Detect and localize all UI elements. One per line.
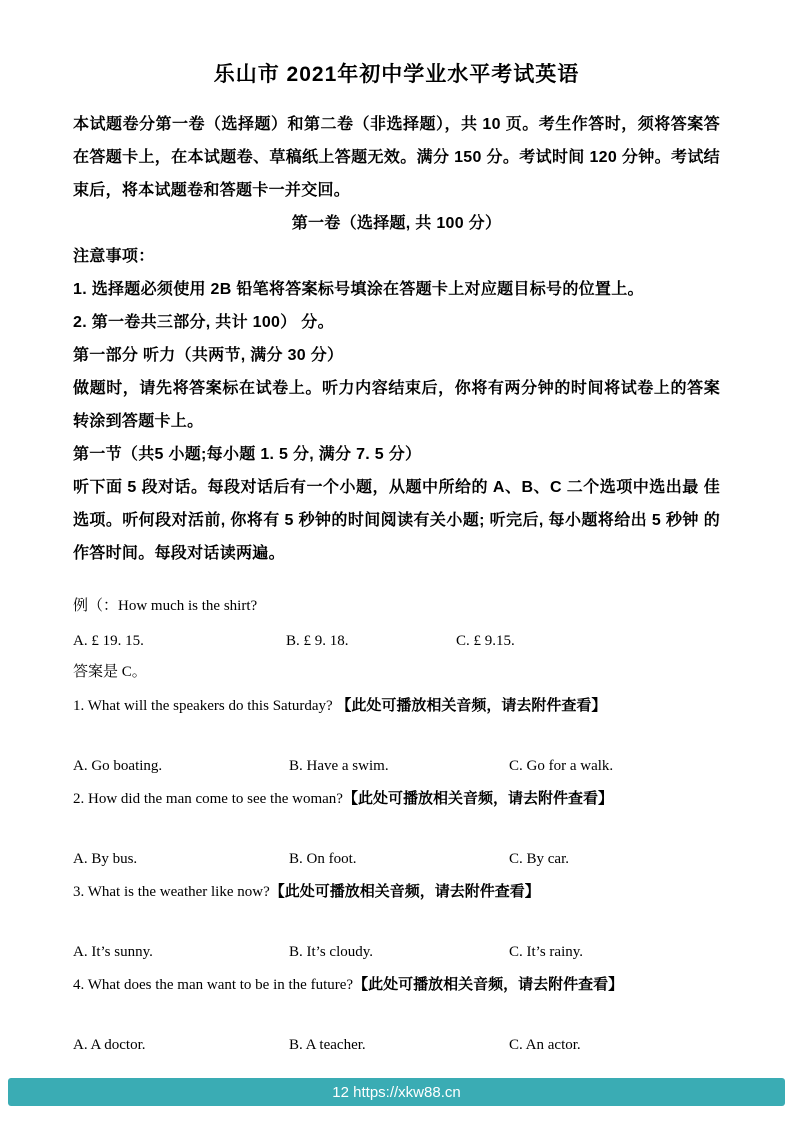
question-3-text-line	[73, 882, 720, 902]
option-c: C. Go for a walk.	[509, 758, 614, 774]
option-c: C. It’s rainy.	[509, 944, 584, 960]
question-4-options-row	[73, 1037, 720, 1054]
footer-bar	[8, 1078, 785, 1106]
question-4-text-line	[73, 975, 720, 995]
option-c: C. An actor.	[509, 1037, 581, 1053]
example-option-a: A. £ 19. 15.	[73, 633, 144, 649]
option-a: A. Go boating.	[73, 758, 163, 774]
section1-heading: 第一节（共5 小题;每小题 1. 5 分, 满分 7. 5 分）	[73, 446, 422, 463]
notice-2: 2. 第一卷共三部分, 共计 100） 分。	[73, 314, 334, 331]
part1-heading: 第一部分 听力（共两节, 满分 30 分）	[73, 347, 344, 364]
example-option-b: B. £ 9. 18.	[286, 633, 349, 649]
example-option-c: C. £ 9.15.	[456, 633, 515, 649]
question-text: 4. What does the man want to be in the future?	[73, 977, 354, 993]
section1-instruction: 听下面 5 段对话。每段对话后有一个小题，从题中所给的 A、B、C 二个选项中选出最 佳选项。听何段对活前, 你将有 5 秒钟的时间阅读有关小题; 听完后, 每小题将给出 5 秒钟 的作答时间。每段对话读两遍。	[73, 479, 720, 562]
question-1-options-row	[73, 758, 720, 775]
option-c: C. By car.	[509, 851, 569, 867]
option-a: A. A doctor.	[73, 1037, 146, 1053]
example-options-row	[73, 633, 720, 650]
page-title: 乐山市 2021年初中学业水平考试英语	[213, 63, 580, 86]
footer-link[interactable]: 12 https://xkw88.cn	[332, 1083, 461, 1101]
question-3-block	[73, 882, 720, 961]
audio-note: 【此处可播放相关音频，请去附件查看】	[269, 883, 540, 900]
option-a: A. By bus.	[73, 851, 138, 867]
question-text: 2. How did the man come to see the woman?	[73, 791, 343, 807]
notice-1: 1. 选择题必须使用 2B 铅笔将答案标号填涂在答题卡上对应题目标号的位置上。	[73, 281, 644, 298]
question-1-text-line	[73, 696, 720, 716]
question-3-options-row	[73, 944, 720, 961]
part1-instruction: 做题时，请先将答案标在试卷上。听力内容结束后，你将有两分钟的时间将试卷上的答案转涂到答题卡上。	[73, 380, 720, 430]
audio-note: 【此处可播放相关音频，请去附件查看】	[336, 697, 607, 714]
question-text: 1. What will the speakers do this Saturday?	[73, 698, 337, 714]
question-4-block	[73, 975, 720, 1054]
volume1-heading: 第一卷（选择题, 共 100 分）	[291, 215, 502, 232]
notice-heading: 注意事项：	[73, 248, 155, 265]
option-a: A. It’s sunny.	[73, 944, 153, 960]
question-2-options-row	[73, 851, 720, 868]
option-b: B. On foot.	[289, 851, 357, 867]
example-answer: 答案是 C。	[73, 664, 147, 680]
exam-intro: 本试题卷分第一卷（选择题）和第二卷（非选择题），共 10 页。考生作答时，须将答案答在答题卡上，在本试题卷、草稿纸上答题无效。满分 150 分。考试时间 120 分钟。考试结束后，将本试题卷和答题卡一并交回。	[73, 116, 720, 199]
question-2-block	[73, 789, 720, 868]
example-question	[73, 596, 720, 616]
option-b: B. Have a swim.	[289, 758, 389, 774]
example-prefix: 例（：	[73, 598, 119, 614]
option-b: B. It’s cloudy.	[289, 944, 374, 960]
question-text: 3. What is the weather like now?	[73, 884, 270, 900]
audio-note: 【此处可播放相关音频，请去附件查看】	[353, 976, 624, 993]
audio-note: 【此处可播放相关音频，请去附件查看】	[342, 790, 613, 807]
example-question-text: How much is the shirt?	[118, 598, 258, 614]
option-b: B. A teacher.	[289, 1037, 366, 1053]
question-1-block	[73, 696, 720, 775]
question-2-text-line	[73, 789, 720, 809]
